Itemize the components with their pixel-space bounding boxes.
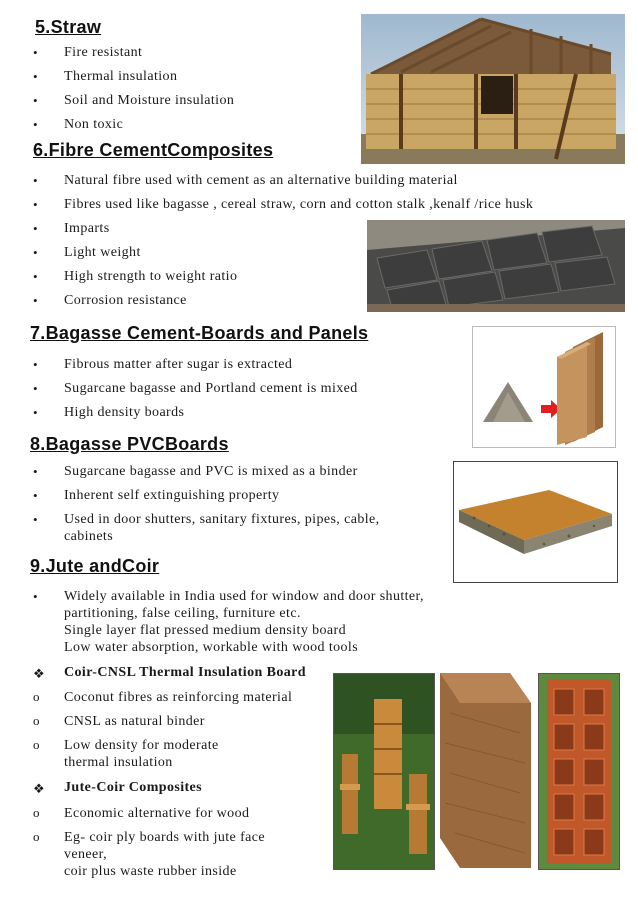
coir-door-image [538, 673, 620, 870]
jute-furniture-image [333, 673, 435, 870]
coir-cnsl-title: Coir-CNSL Thermal Insulation Board [64, 665, 306, 680]
straw-item: Non toxic [64, 117, 124, 132]
section-title-straw: 5.Straw [35, 17, 102, 37]
diamond-bullet-icon: ❖ [33, 781, 45, 796]
coir-item: CNSL as natural binder [64, 714, 205, 729]
fibre-item: Natural fibre used with cement as an alternative building material [64, 173, 458, 188]
straw-item: Fire resistant [64, 45, 143, 60]
diamond-bullet-icon: ❖ [33, 666, 45, 681]
bullet: • [33, 512, 38, 527]
fibre-item: Fibres used like bagasse , cereal straw, corn and cotton stalk ,kenalf /rice husk [64, 197, 534, 212]
bagasse-cement-item: High density boards [64, 405, 185, 420]
coir-item: Coconut fibres as reinforcing material [64, 690, 293, 705]
fibre-item: Imparts [64, 221, 110, 236]
fibre-item: Corrosion resistance [64, 293, 187, 308]
jute-line: Low water absorption, workable with wood tools [64, 640, 359, 655]
bullet: • [33, 589, 38, 604]
straw-item: Soil and Moisture insulation [64, 93, 235, 108]
bullet: • [33, 488, 38, 503]
composite-item: Eg- coir ply boards with jute face [64, 830, 265, 845]
straw-house-image [361, 14, 625, 164]
bagasse-cement-item: Fibrous matter after sugar is extracted [64, 357, 293, 372]
coir-board-image [440, 673, 531, 868]
section-title-fibre-cement: 6.Fibre CementComposites [33, 140, 274, 160]
bagasse-pvc-item: Inherent self extinguishing property [64, 488, 280, 503]
bagasse-pvc-item: Sugarcane bagasse and PVC is mixed as a binder [64, 464, 358, 479]
fibre-item: Light weight [64, 245, 141, 260]
jute-line: partitioning, false ceiling, furniture etc. [64, 606, 301, 621]
jute-coir-composites-title: Jute-Coir Composites [64, 780, 203, 795]
circle-bullet: o [33, 829, 40, 844]
bullet: • [33, 405, 38, 420]
bullet: • [33, 45, 38, 60]
jute-line: Single layer flat pressed medium density board [64, 623, 347, 638]
pvc-board-image [453, 461, 618, 583]
coir-item: Low density for moderate [64, 738, 219, 753]
straw-item: Thermal insulation [64, 69, 178, 84]
circle-bullet: o [33, 689, 40, 704]
bullet: • [33, 117, 38, 132]
composite-item: coir plus waste rubber inside [64, 864, 237, 879]
fibre-cement-blocks-image [367, 220, 625, 312]
bullet: • [33, 93, 38, 108]
bullet: • [33, 197, 38, 212]
circle-bullet: o [33, 805, 40, 820]
bagasse-pvc-item: cabinets [64, 529, 114, 544]
section-title-bagasse-cement: 7.Bagasse Cement-Boards and Panels [30, 323, 369, 343]
section-title-bagasse-pvc: 8.Bagasse PVCBoards [30, 434, 229, 454]
bullet: • [33, 357, 38, 372]
circle-bullet: o [33, 737, 40, 752]
bullet: • [33, 293, 38, 308]
composite-item: veneer, [64, 847, 108, 862]
bullet: • [33, 381, 38, 396]
bullet: • [33, 69, 38, 84]
bullet: • [33, 173, 38, 188]
coir-item: thermal insulation [64, 755, 173, 770]
bullet: • [33, 464, 38, 479]
bullet: • [33, 269, 38, 284]
bagasse-cement-board-image [472, 326, 616, 448]
bullet: • [33, 221, 38, 236]
section-title-jute-coir: 9.Jute andCoir [30, 556, 160, 576]
fibre-item: High strength to weight ratio [64, 269, 238, 284]
bagasse-pvc-item: Used in door shutters, sanitary fixtures, pipes, cable, [64, 512, 380, 527]
bagasse-cement-item: Sugarcane bagasse and Portland cement is mixed [64, 381, 358, 396]
jute-line: Widely available in India used for window and door shutter, [64, 589, 424, 604]
bullet: • [33, 245, 38, 260]
composite-item: Economic alternative for wood [64, 806, 250, 821]
circle-bullet: o [33, 713, 40, 728]
